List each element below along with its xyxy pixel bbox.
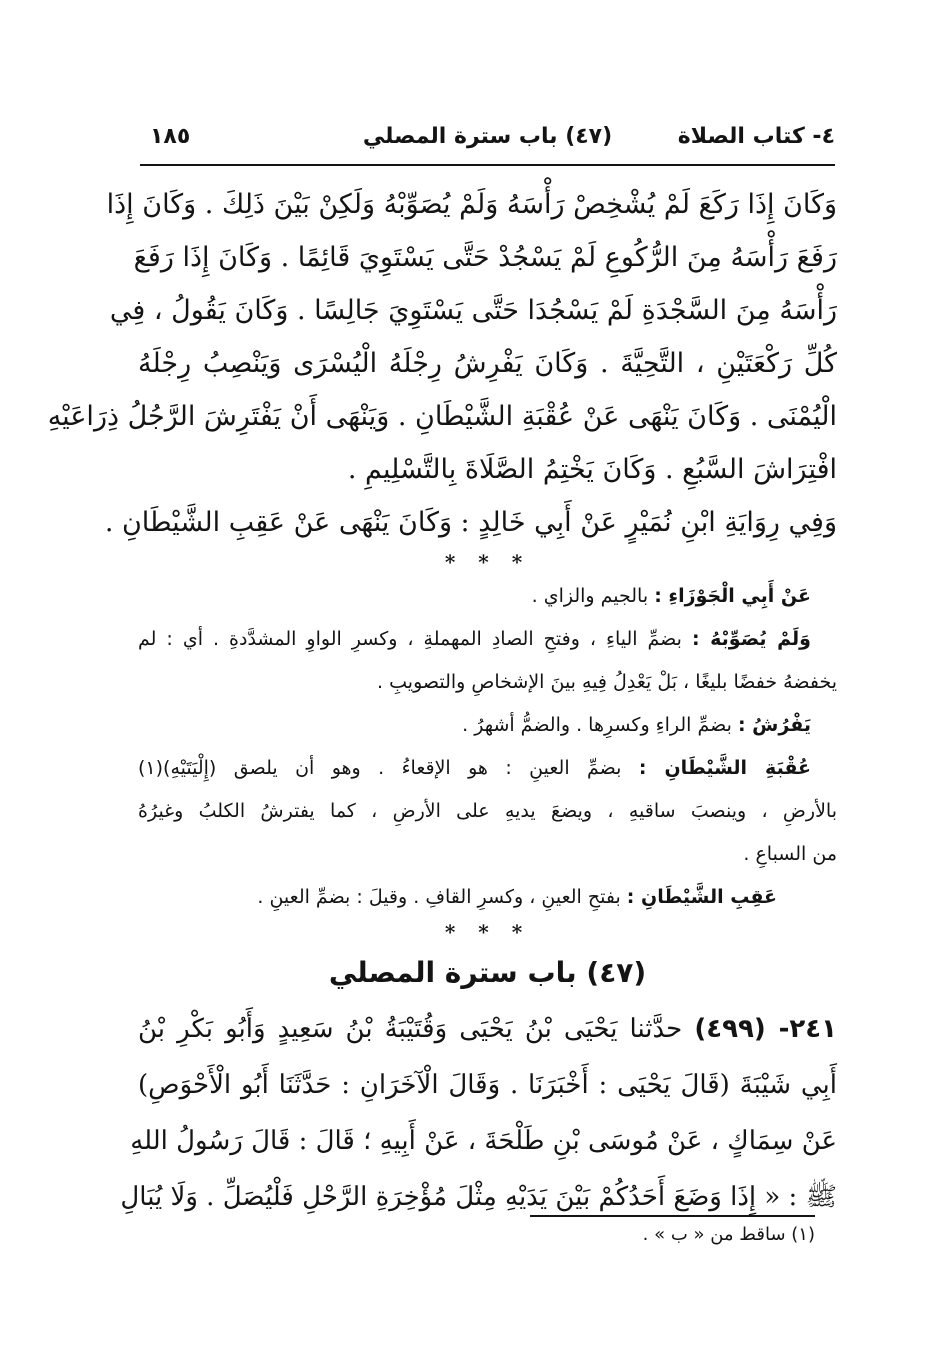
hadith-line-5: الْيُمْنَى . وَكَانَ يَنْهَى عَنْ عُقْبَةِ الشَّيْطَانِ . وَيَنْهَى أَنْ يَفْتَرِشَ الرَّجُلُ ذِرَاعَيْهِ [47,401,837,432]
note-text: بالجيم والزاي . [531,585,649,607]
note-term: عُقْبَةِ الشَّيْطَانِ : [638,757,811,779]
page-number: ١٨٥ [150,124,191,149]
hadith-text [47,178,837,549]
hadith-line-3: رَأْسَهُ مِنَ السَّجْدَةِ لَمْ يَسْجُدَا حَتَّى يَسْتَوِيَ جَالِسًا . وَكَانَ يَقُولُ ، فِي [109,295,837,326]
note-term: وَلَمْ يُصَوِّبْهُ : [691,628,811,650]
chapter-heading: (٤٧) باب سترة المصلي [328,956,647,989]
hadith-line-4: كُلِّ رَكْعَتَيْنِ ، التَّحِيَّةَ . وَكَانَ يَفْرِشُ رِجْلَهُ الْيُسْرَى وَيَنْصِبُ رِجْلَهُ [138,348,837,379]
note-uqba-end: من السباعِ . [743,843,837,865]
note-yafrishu [138,704,837,747]
page-body [47,178,838,1225]
footnote-divider [530,1215,815,1217]
commentary [138,575,837,919]
header-book-chapter: ٤- كتاب الصلاة [677,124,835,149]
isnad-line-3: عَنْ سِمَاكٍ ، عَنْ مُوسَى بْنِ طَلْحَةَ ، عَنْ أَبِيهِ ؛ قَالَ : قَالَ رَسُولُ اللهِ [130,1126,837,1156]
header-divider [140,164,835,166]
hadith-line-6: افْتِرَاشَ السَّبُعِ . وَكَانَ يَخْتِمُ الصَّلَاةَ بِالتَّسْلِيمِ . [347,454,837,485]
section-separator: * * * [444,920,531,944]
note-aqib [138,876,837,919]
note-jawza [138,575,837,618]
note-text: بفتحِ العينِ ، وكسرِ القافِ . وقيلَ : بضمِّ العينِ . [257,886,621,908]
footnote: (١) ساقط من « ب » . [642,1224,815,1245]
note-term: يَفْرُشُ : [737,714,811,736]
running-header [140,118,835,162]
note-yusawwibhu-cont: يخفضهُ خفضًا بليغًا ، بَلْ يَعْدِلُ فِيهِ بينَ الإشخاصِ والتصويبِ . [377,671,837,693]
riwaya-line: وَفِي رِوَايَةِ ابْنِ نُمَيْرٍ عَنْ أَبِي خَالِدٍ : وَكَانَ يَنْهَى عَنْ عَقِبِ الشَّيْطَانِ . [104,507,837,538]
hadith-number: ٢٤١- (٤٩٩) [694,1014,838,1044]
note-uqba-cont: بالأرضِ ، وينصبَ ساقيهِ ، ويضعَ يديهِ على الأرضِ ، كما يفترشُ الكلبُ وغيرُهُ [138,800,837,822]
note-text: بضمِّ العينِ : هو الإقعاءُ . وهو أن يلصق (إِلْيَتَيْهِ)(١) [138,757,622,779]
hadith-line-1: وَكَانَ إِذَا رَكَعَ لَمْ يُشْخِصْ رَأْسَهُ وَلَمْ يُصَوِّبْهُ وَلَكِنْ بَيْنَ ذَلِكَ . وَكَانَ إِذَا [106,189,837,220]
note-term: عَنْ أَبِي الْجَوْزَاءِ : [654,585,811,607]
note-text: بضمِّ الياءِ ، وفتحِ الصادِ المهملةِ ، وكسرِ الواوِ المشدَّدةِ . أي : لم [138,628,682,650]
note-term: عَقِبِ الشَّيْطَانِ : [626,886,777,908]
note-text: بضمِّ الراءِ وكسرِها . والضمُّ أشهرُ . [462,714,732,736]
isnad-text-1: حدَّثنا يَحْيَى بْنُ يَحْيَى وَقُتَيْبَةُ بْنُ سَعِيدٍ وَأَبُو بَكْرِ بْنُ [138,1014,683,1044]
isnad-text [120,1001,838,1225]
isnad-line-1 [138,1001,837,1057]
note-yusawwibhu [138,618,837,661]
isnad-line-4: ﷺ : « إِذَا وَضَعَ أَحَدُكُمْ بَيْنَ يَدَيْهِ مِثْلَ مُؤْخِرَةِ الرَّحْلِ فَلْيُصَلِّ . وَلَا يُبَالِ [120,1182,837,1212]
isnad-line-2: أَبِي شَيْبَةَ (قَالَ يَحْيَى : أَخْبَرَنَا . وَقَالَ الْآخَرَانِ : حَدَّثَنَا أَبُو الْأَحْوَصِ) [138,1070,837,1100]
header-section-title: (٤٧) باب سترة المصلي [362,124,613,149]
hadith-line-2: رَفَعَ رَأْسَهُ مِنَ الرُّكُوعِ لَمْ يَسْجُدْ حَتَّى يَسْتَوِيَ قَائِمًا . وَكَانَ إِذَا رَفَعَ [133,242,837,273]
note-uqba [138,747,837,790]
section-separator: * * * [444,550,531,574]
